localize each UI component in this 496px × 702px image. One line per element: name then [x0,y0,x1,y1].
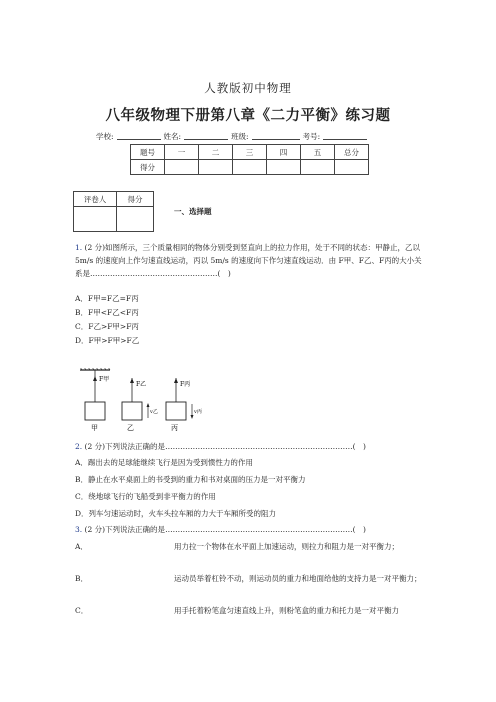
score-cell[interactable] [165,160,199,175]
grader-score-cell[interactable] [117,207,154,232]
question-text: (2 分)下列说法正确的是 [84,525,166,534]
reviewer-cell[interactable] [74,207,117,232]
question-number: 2. [75,442,83,451]
score-cell: 一 [165,145,199,160]
question-text: (2 分)如图所示，三个质量相同的物体分别受到竖直向上的拉力作用，处于不同的状态：甲静止，乙以 5m/s 的速度向上作匀速直线运动，丙以 5m/s 的速度向下作匀速直线运动．由 F甲、F乙、F丙的大小关系是 [75,243,422,278]
question-3 [75,523,425,536]
reviewer-header: 评卷人 [74,192,117,207]
question-2 [75,440,425,453]
option-text: 运动员举着杠铃不动，则运动员的重力和地面给他的支持力是一对平衡力； [174,574,422,583]
answer-paren: ( ) [352,525,366,534]
score-table [130,144,369,175]
score-cell: 总分 [335,145,369,160]
option-d[interactable]: D．列车匀速运动时，火车头拉车厢的力大于车厢所受的阻力 [75,509,277,518]
score-cell[interactable] [267,160,301,175]
option-b[interactable]: B．F甲<F乙<F丙 [75,308,139,317]
page-subtitle: 人教版初中物理 [204,81,292,95]
answer-leader: ………………………………………………………………… [165,442,353,451]
class-field[interactable] [252,131,300,140]
school-label: 学校: [96,132,114,141]
option-b[interactable] [75,572,425,585]
school-field[interactable] [117,131,161,140]
section-heading: 一、选择题 [174,207,212,216]
answer-leader: ………………………………………………………………… [165,525,353,534]
student-info-row [96,131,370,142]
score-cell: 四 [267,145,301,160]
score-cell[interactable] [199,160,233,175]
name-label: 姓名: [163,132,182,141]
grader-score-header: 得分 [117,192,154,207]
option-d[interactable]: D．F甲>F甲>F乙 [75,336,140,345]
option-c[interactable] [75,604,425,617]
question-number: 1. [75,243,83,252]
force-label-jia: F甲 [99,376,110,383]
score-cell[interactable] [335,160,369,175]
class-label: 班级: [231,132,249,141]
option-a[interactable]: A．F甲=F乙=F丙 [75,294,139,303]
velocity-label-yi: v乙 [150,409,158,415]
option-c[interactable]: C．绕地球飞行的飞船受到非平衡力的作用 [75,492,216,501]
answer-leader: …………………………………………… [90,269,218,278]
grader-table [73,191,154,232]
score-cell: 二 [199,145,233,160]
label-yi: 乙 [127,424,134,432]
exam-no-label: 考号: [302,132,321,141]
force-diagram [80,368,210,434]
label-bing: 丙 [171,424,178,432]
answer-paren: ( ) [352,442,366,451]
option-a[interactable]: A．踢出去的足球能继续飞行是因为受到惯性力的作用 [75,458,253,467]
score-cell: 五 [301,145,335,160]
page-title: 八年级物理下册第八章《二力平衡》练习题 [105,107,391,124]
score-value-row [131,160,369,175]
question-number: 3. [75,525,83,534]
option-letter: C． [75,606,89,615]
score-cell[interactable] [233,160,267,175]
label-jia: 甲 [91,424,98,432]
score-header-row [131,145,369,160]
force-label-bing: F丙 [180,381,191,388]
option-letter: A． [75,542,88,551]
option-b[interactable]: B．静止在水平桌面上的书受到的重力和书对桌面的压力是一对平衡力 [75,475,306,484]
option-a[interactable] [75,540,425,553]
exam-no-field[interactable] [323,131,367,140]
score-cell[interactable] [301,160,335,175]
question-text: (2 分)下列说法正确的是 [84,442,166,451]
option-c[interactable]: C．F乙>F甲>F丙 [75,322,139,331]
option-letter: B． [75,574,89,583]
name-field[interactable] [184,131,228,140]
question-1 [75,241,425,280]
velocity-label-bing: v丙 [194,409,202,415]
score-cell: 三 [233,145,267,160]
option-text: 用力拉一个物体在水平面上加速运动，则拉力和阻力是一对平衡力； [174,542,399,551]
force-label-yi: F乙 [136,381,147,388]
answer-paren: ( ) [217,269,231,278]
option-text: 用手托着粉笔盒匀速直线上升，则粉笔盒的重力和托力是一对平衡力 [174,606,399,615]
score-cell: 题号 [131,145,165,160]
score-cell: 得分 [131,160,165,175]
